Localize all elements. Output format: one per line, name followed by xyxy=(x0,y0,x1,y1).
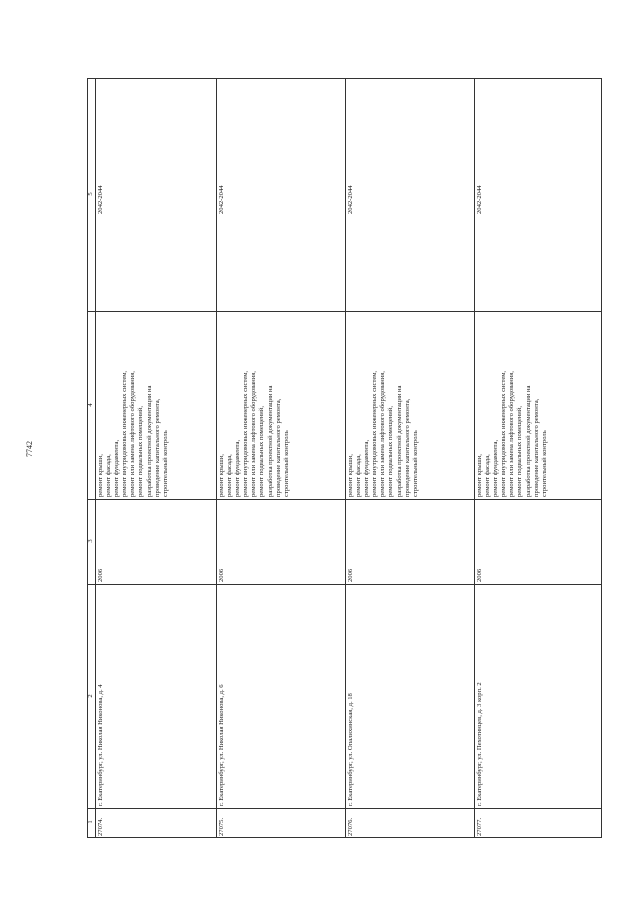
work-item: ремонт фасада, xyxy=(105,454,113,497)
address: г. Екатеринбург, ул. Николая Никонова, д. 6 xyxy=(218,684,225,806)
work-item: проведение капитального ремонта, xyxy=(274,398,282,497)
period: 2042-2044 xyxy=(97,185,104,214)
work-item: ремонт внутридомовых инженерных систем, xyxy=(121,370,129,497)
work-item: ремонт крыши, xyxy=(347,454,354,497)
work-item: проведение капитального ремонта, xyxy=(403,398,411,497)
work-item: ремонт или замена лифтового оборудования, xyxy=(129,371,137,497)
row-number: 27075. xyxy=(218,817,225,836)
col-header-2: 2 xyxy=(87,694,94,698)
work-item: проведение капитального ремонта, xyxy=(532,398,540,497)
work-item: ремонт внутридомовых инженерных систем, xyxy=(500,370,508,497)
work-item: строительный контроль xyxy=(282,430,290,497)
period: 2042-2044 xyxy=(476,185,483,214)
work-item: ремонт подвальных помещений, xyxy=(516,406,524,497)
work-item: ремонт внутридомовых инженерных систем, xyxy=(242,370,250,497)
work-item: ремонт подвальных помещений, xyxy=(258,406,266,497)
work-item: проведение капитального ремонта, xyxy=(153,398,161,497)
work-item: ремонт или замена лифтового оборудования, xyxy=(250,371,258,497)
work-item: ремонт фасада, xyxy=(484,454,492,497)
works-list xyxy=(347,371,420,497)
year: 2006 xyxy=(97,568,104,582)
period: 2042-2044 xyxy=(218,185,225,214)
work-item: разработка проектной документации на xyxy=(395,385,403,497)
address: г. Екатеринбург, ул. Пехотинцев, д. 3 корп. 2 xyxy=(476,682,483,806)
row-number: 27074. xyxy=(97,817,104,836)
repair-schedule-table xyxy=(87,78,602,838)
work-item: ремонт фасада, xyxy=(226,454,234,497)
year: 2006 xyxy=(476,568,483,582)
year: 2006 xyxy=(347,568,354,582)
col-header-5: 5 xyxy=(87,192,94,196)
address: г. Екатеринбург, ул. Опалихинская, д. 18 xyxy=(347,693,354,806)
work-item: ремонт внутридомовых инженерных систем, xyxy=(371,370,379,497)
work-item: разработка проектной документации на xyxy=(145,385,153,497)
work-item: ремонт фундамента, xyxy=(363,439,371,497)
work-item: ремонт крыши, xyxy=(476,454,483,497)
work-item: ремонт фундамента, xyxy=(492,439,500,497)
work-item: ремонт фундамента, xyxy=(234,439,242,497)
work-item: ремонт или замена лифтового оборудования, xyxy=(379,371,387,497)
works-list xyxy=(97,371,170,497)
address: г. Екатеринбург, ул. Николая Никонова, д. 4 xyxy=(97,684,104,806)
work-item: ремонт подвальных помещений, xyxy=(137,406,145,497)
work-item: ремонт крыши, xyxy=(97,454,104,497)
works-list xyxy=(476,371,549,497)
works-list xyxy=(218,371,291,497)
page-number: 7742 xyxy=(25,441,34,457)
col-header-4: 4 xyxy=(87,403,94,407)
work-item: разработка проектной документации на xyxy=(524,385,532,497)
work-item: ремонт или замена лифтового оборудования, xyxy=(508,371,516,497)
year: 2006 xyxy=(218,568,225,582)
row-number: 27076. xyxy=(347,817,354,836)
work-item: ремонт фасада, xyxy=(355,454,363,497)
work-item: ремонт подвальных помещений, xyxy=(387,406,395,497)
work-item: строительный контроль xyxy=(411,430,419,497)
col-header-3: 3 xyxy=(87,539,94,543)
work-item: разработка проектной документации на xyxy=(266,385,274,497)
work-item: строительный контроль xyxy=(540,430,548,497)
period: 2042-2044 xyxy=(347,185,354,214)
col-header-1: 1 xyxy=(87,820,94,824)
row-number: 27077. xyxy=(476,817,483,836)
work-item: ремонт крыши, xyxy=(218,454,225,497)
work-item: ремонт фундамента, xyxy=(113,439,121,497)
work-item: строительный контроль xyxy=(161,430,169,497)
